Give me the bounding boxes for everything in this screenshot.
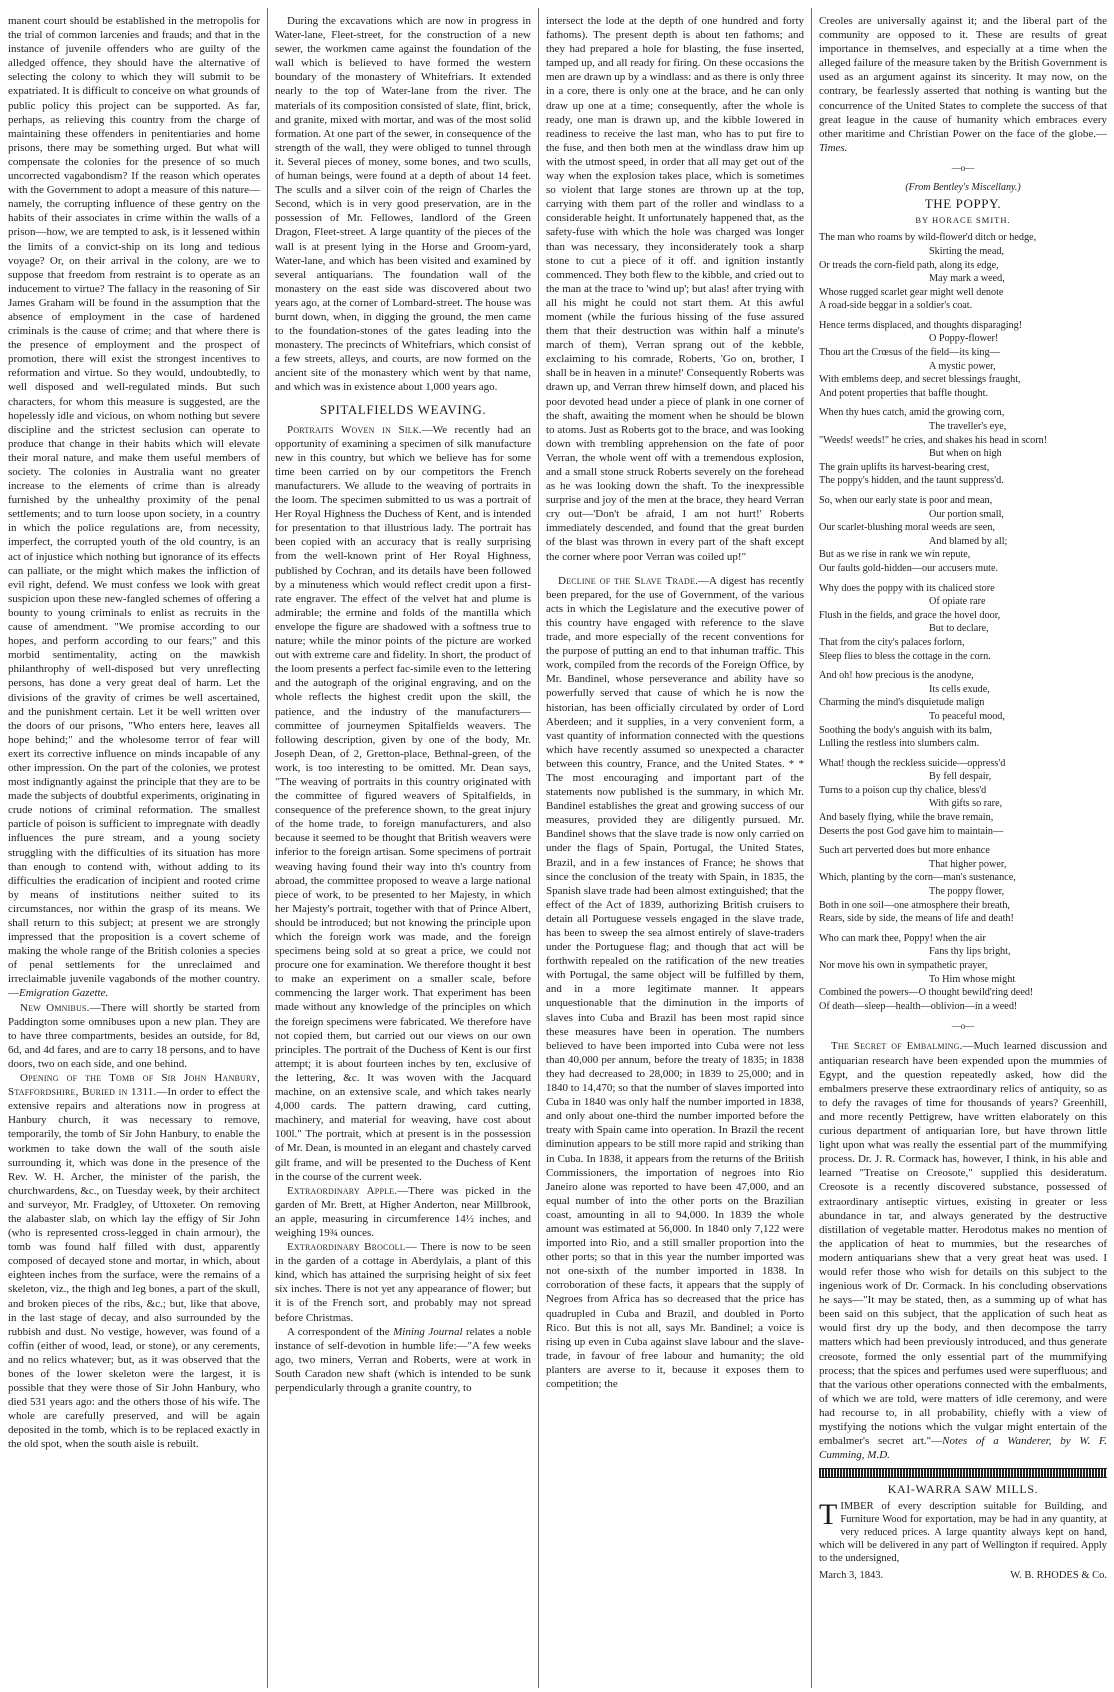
poem-title: THE POPPY. [924, 196, 1002, 212]
poem-line: To Him whose might [929, 973, 1016, 985]
article-hanbury-tomb: Opening of the Tomb of Sir John Hanbury, Staffordshire, Buried in 1311.—In order to effect the extensive repairs and alterations now in progress at Hanbury church, it was necessary to remove, temporarily, the tomb of Sir John Hanbury, to enable the workmen to take down the wall of the south aisle surrounding it, which was done in the presence of the Rev. W. H. Archer, the minister of the parish, the churchwardens, &c., on Tuesday week, by their architect and surveyor, Mr. Fradgley, of Uttoxeter. On removing the alabaster slab, on which lay the effigy of Sir John (who is represented cross-legged in chain armour), the tomb was found half filled with dust, apparently composed of decayed stone and mortar, in which, about eighteen inches from the surface, were the remains of a skeleton, viz., the thigh and leg bones, a part of the skull, and broken pieces of the ribs, &c.; but, like that above, in the last stage of decay, and also surrounded by the rubbish and dust. No vestige, however, was found of a coffin (either of wood, lead, or stone), or any cerements, and no relics whatever; but, as it was observed that the bones of the lower skeleton were the largest, it is possible that they were those of Sir John Hanbury, who died 531 years ago: and the others those of his wife. The whole are carefully preserved, and will be again deposited in the tomb, which is to be replaced exactly in the old spot, when the south aisle is rebuilt. [8, 1072, 260, 1451]
poem-line: With emblems deep, and secret blessings fraught, [819, 374, 1021, 386]
poem-line: Flush in the fields, and grace the hovel door, [819, 609, 1001, 621]
column-1 [8, 14, 260, 1686]
poem-line: A mystic power, [929, 360, 996, 372]
poem-line: The traveller's eye, [929, 421, 1007, 433]
poem-line: Whose rugged scarlet gear might well denote [819, 286, 1004, 298]
poem-the-poppy [819, 231, 1107, 1013]
poem-line: Charming the mind's disquietude malign [819, 697, 985, 709]
poem-line: By fell despair, [929, 771, 992, 783]
column-rule-2 [538, 8, 539, 1688]
ad-date: March 3, 1843. [819, 1570, 884, 1582]
ad-body: TIMBER of every description suitable for Building, and Furniture Wood for exportation, may be had in any quantity, at very reduced prices. A large quantity always kept on hand, which will be delivered in any part of Wellington if required. Apply to the undersigned, [819, 1498, 1107, 1565]
column-rule-1 [267, 8, 268, 1688]
article-miners-continued: intersect the lode at the depth of one hundred and forty fathoms). The present depth is about ten fathoms; and they had prepared a hole for blasting, the fuse inserted, tamped up, and all ready for firing. On these occasions the men are drawn up by a windlass: and as there is only three in a core, there is only one at the brace, and he can only draw up one at a time; consequently, after the whole is ready, one man is drawn up, and the kibble lowered in readiness to receive the last man, who has to put fire to the fuse, and then both men at the windlass draw him up with the utmost speed, in order that all may get out of the way when the explosion takes place, which is sometimes so violent that large stones are thrown up at the top, carrying with them part of the roller and windlass to a considerable height. It unfortunately happened that, as the safety-fuse with which the hole was charged was longer than was necessary, they inconsiderately took a sharp stone to cut a piece of it off. and ignition instantly commenced. They both flew to the kibble, and cried out to the man at the trace to 'wind up'; but alas! after trying with all his might he could not start them. At this awful moment (while the furious hissing of the fuse assured them that their destruction was within half a minute's march of them), Verran sprang out of the kebble, exclaiming to his comrade, Roberts, 'Go on, brother, I shall be in heaven in a minute!' Consequently Roberts was drawn up, and Verran threw himself down, and placed his poor devoted head under a piece of plank in one corner of the shaft, awaiting the moment when he should be blown to atoms. Just as Roberts got to the brace, and was looking down with trembling apprehension on the fate of poor Verran, the whole went off with a tremendous explosion, and a small stone struck Roberts severely on the forehead as he was looking down the shaft. To the inexpressible surprise and joy of the men at the brace, they heard Verran cry out—'Don't be afraid, I am not hurt!' Roberts immediately descended, and found that the great burden of the blast was thrown in every part of the shaft except the corner where poor Verran was coiled up!" [546, 15, 804, 563]
poem-line: May mark a weed, [929, 273, 1005, 285]
ad-dropcap: T [819, 1498, 838, 1532]
poem-line: Such art perverted does but more enhance [819, 845, 990, 857]
article-woven-portraits: Portraits Woven in Silk.—We recently had an opportunity of examining a specimen of silk manufacture new in this country, but which we believe has for some time been carried on by our competitors the French manufacturers. We allude to the weaving of portraits in the loom. The specimen submitted to us was a portrait of Her Royal Highness the Duchess of Kent, and is intended for presentation to that illustrious lady. The portrait has been copied with an accuracy that is really surprising from the well-known print of Her Royal Highness, published by Cochran, and its details have been followed by a minuteness which would reflect credit upon a first-rate engraver. The effect of the velvet hat and plume is admirable; the ermine and folds of the mantilla which envelope the figure are shadowed with a softness true to nature; while the minor points of the picture are worked out with extreme care and fidelity. In short, the product of the loom presents a perfect fac-simile even to the lettering and the autograph of the original engraving, and on the whole reflects the highest credit upon the skill, the patience, and the industry of the manufacturers—committee of journeymen Spitalfields weavers. The following description, given by one of the body, Mr. Joseph Dean, of 2, Gretton-place, Bethnal-green, of the work, is too interesting to be omitted. Mr. Dean says, "The weaving of portraits in this country originated with the committee of figured weavers of Spitalfields, in consequence of the preference shown, to the great injury of the home trade, to foreign manufacturers, and also because it seemed to be thought that British weavers were inferior to the foreign artisan. Some specimens of portrait weaving having found their way into th's country from abroad, the committee proposed to weave a large national piece of work, to be presented to her Majesty, in which her Majesty's portrait, together with that of Prince Albert, should be introduced; but not knowing the principle upon which the foreign work was made, and the foreign specimens being sold at so great a price, we could not procure one for examination. We therefore thought it best to make an experiment on a smaller scale, before commencing the larger work. That experiment has been made without any knowledge of the principles on which the foreign specimens were fabricated. We therefore have not copied them, but carried out our views on our own principles. The portrait of the Duchess of Kent is our first attempt; it is about fourteen inches by ten, exclusive of the lettering, &c. It was woven with the Jacquard machine, on an extensive scale, and which takes nearly 4,000 cards. The pattern drawing, card cutting, machinery, and material for weaving, have cost about 100l." The portrait, which at present is in the possession of Mr. Dean, is mounted in an elegant and chastely carved gilt frame, and will be presented to the Duchess of Kent in the course of the current week. [275, 423, 531, 1183]
poem-line: And potent properties that baffle thought. [819, 387, 988, 399]
poem-line: Or treads the corn-field path, along its edge, [819, 259, 999, 271]
article-new-omnibus: New Omnibus.—There will shortly be started from Paddington some omnibuses upon a new plan. They are to have three compartments, besides an outside, for 8d, 6d, and 4d fares, and are to carry 18 persons, and to have doors, two on each side, and one behind. [8, 1001, 260, 1070]
poem-source: (From Bentley's Miscellany.) [905, 182, 1021, 194]
poem-line: Of death—sleep—health—oblivion—in a weed! [819, 1000, 1018, 1012]
poem-line: When thy hues catch, amid the growing corn, [819, 407, 1005, 419]
poem-line: But to declare, [929, 623, 989, 635]
poem-line: Why does the poppy with its chaliced store [819, 582, 995, 594]
ad-footer [819, 1569, 1107, 1583]
poem-line: And oh! how precious is the anodyne, [819, 670, 974, 682]
article-miners-devotion: A correspondent of the Mining Journal relates a noble instance of self-devotion in humble life:—"A few weeks ago, two miners, Verran and Roberts, were at work in South Caradon new shaft (which is intended to be sunk perpendicularly through a granite country, to [275, 1325, 531, 1394]
advertisement-rule [819, 1468, 1107, 1478]
poem-line: The poppy flower, [929, 886, 1005, 898]
heading-spitalfields-weaving: SPITALFIELDS WEAVING. [319, 401, 487, 417]
poem-line: Soothing the body's anguish with its balm, [819, 724, 993, 736]
poem-line: That higher power, [929, 858, 1007, 870]
column-2 [275, 14, 531, 1686]
article-slave-trade: Decline of the Slave Trade.—A digest has recently been prepared, for the use of Government, of the various acts in which the Legislature and the executive power of this country have engaged with reference to the slave trade, and more especially of the recent conventions for the purpose of putting an end to that inhuman traffic. This work, compiled from the records of the Foreign Office, by Mr. Bandinel, whose perseverance and ability have so powerfully served that cause of which he is now the historian, has been officially circulated by order of Lord Aberdeen; and it supplies, in a very convenient form, a vast quantity of information connected with the questions which have recently assumed so unexpected a character between this country, France, and the United States. * * The most encouraging and important part of the statements now published is the summary, in which Mr. Bandinel establishes the great and growing success of our measures, provided they are diligently pursued. Mr. Bandinel shows that the slave trade is now only carried on under the flags of Spain, Portugal, the United States, Brazil, and in a few instances of France; he shows that since the conclusion of the treaty with Spain, in 1835, the Spanish slave trade had been almost extinguished; that the effect of the Act of 1839, authorizing British cruisers to detain all Portuguese vessels engaged in the slave trade, has been to sweep the sea almost entirely of slave-traders under the Portuguese flag; and though that act will be forthwith repealed on the ratification of the new treaties with Portugal, the same object will be fulfilled by them, and in a more legitimate manner. It appears unquestionable that the diminution in the imports of slaves into Cuba and Brazil has been most rapid since these measures have been in operation. The numbers believed to have been imported into Cuba were not less than 40,000 per annum, before the treaty of 1835; in 1838 they had decreased to 28,000; in 1839 to 25,000; and in 1840 to 14,470; so that the number of slaves imported into Cuba in 1840 was only half the number imported in 1838, and only about one-third the number imported before the treaty with Spain came into operation. In Brazil the recent diminution appears to be still more rapid and striking than in Cuba. In 1838, it appears from the returns of the British Commissioners, the importation of negroes into Rio Janeiro alone was reported to have been 47,000, and an equal number of into the other ports on the Brazilian coast, amounting in all to 94,000. In 1839 the whole amount was estimated at 56,000. In 1840 only 7,122 were imported into Rio, and a still smaller proportion into the other ports; so that in this year the number imported was not one-sixth of the number imported in 1838. In corroboration of these facts, it appears that the supply of Negroes from Africa has so decreased that the price has quadrupled in Cuba and Brazil, and doubled in Porto Rico. But this is not all, says Mr. Bandinel; a voice is rising up even in Cuba against slave labour and the slave-trade, in favour of free labour and humanity; the old planters are averse to it, because it exposes them to competition; the [546, 574, 804, 1390]
poem-line: Its cells exude, [929, 683, 990, 695]
poem-line: Lulling the restless into slumbers calm. [819, 738, 980, 750]
column-rule-3 [811, 8, 812, 1688]
poem-line: What! though the reckless suicide—oppress'd [819, 757, 1006, 769]
poem-line: "Weeds! weeds!" he cries, and shakes his head in scorn! [819, 434, 1048, 446]
poem-line: So, when our early state is poor and mean, [819, 495, 993, 506]
article-secret-of-embalming: The Secret of Embalming.—Much learned discussion and antiquarian research have been expended upon the mummies of Egypt, and the question repeatedly asked, how did the embalmers preserve these extraordinary relics of antiquity, so as to defy the ravages of time for thousands of years? Greenhill, and more recently Pettigrew, have written elaborately on this curious department of antiquarian lore, but have thrown little light upon what was really the essential part of the mummifying process. Dr. J. R. Cormack has, however, I think, in his able and learned "Treatise on Creosote," supplied this desideratum. Creosote is a recently discovered substance, possessed of extraordinary antiseptic virtues, existing in greater or less abundance in tar, and always generated by the destructive distillation of vegetable matter. Herodotus makes no mention of the application of heat to mummies, but the researches of modern antiquarians shew that a very great heat was used. I would refer those who wish for details on this subject to the ingenious work of Dr. Cormack. In his concluding observations he says—"It may be stated, then, as a summing up of what has been said on this subject, that the application of such heat as would first dry up the body, and then decompose the tarry matters which had been previously introduced, and thus generate creosote, formed the only essential part of the mummifying process; that the spices and perfumes used were superfluous; and that the various other operations connected with the embalments, of which we are told, were matters of idle ceremony, and were had recourse to, in all probability, chiefly with a view of mystifying the notions which the vulgar might entertain of the embalmer's secret art."—Notes of a Wanderer, by W. F. Cumming, M.D. [819, 1040, 1107, 1462]
ad-signer: W. B. RHODES & Co. [1010, 1570, 1107, 1582]
poem-line: Our faults gold-hidden—our accusers mute. [819, 562, 999, 574]
poem-line: But when on high [929, 448, 1002, 460]
article-whitefriars: During the excavations which are now in progress in Water-lane, Fleet-street, for the construction of a new sewer, the workmen came against the foundation of the wall which is believed to have formed the western boundary of the monastery of Whitefriars. It extended nearly to the top of Water-lane from the river. The materials of its composition consisted of slate, flint, brick, and granite, mixed with mortar, and was of the most solid formation. At one part of the sewer, in consequence of the strength of the wall, they were obliged to tunnel through it. Several pieces of money, some bones, and two sculls, of human beings, were found at a depth of about 14 feet. The sculls and a silver coin of the reign of Charles the Second, which is in very good preservation, are in the possession of Mr. Fellowes, landlord of the Green Dragon, Fleet-street. A large quantity of the pieces of the wall is at present lying in the Horse and Groom-yard, Water-lane, and which has been visited and examined by several antiquarians. The foundation wall of the monastery on the east side was discovered about two years ago, at the corner of Lombard-street. The house was burnt down, when, in digging the ground, the men came to the foundation-stones of the gates leading into the monastery. The precincts of Whitefriars, which consist of a few streets, alleys, and courts, are now formed on the ancient site of the monastery which went by that name, and which was in existence about 1,000 years ago. [275, 15, 531, 394]
poem-line: Skirting the mead, [929, 245, 1004, 257]
poem-line: Nor move his own in sympathetic prayer, [819, 960, 988, 971]
poem-author: BY HORACE SMITH. [915, 215, 1011, 226]
poem-line: With gifts so rare, [929, 798, 1003, 810]
poem-line: Which, planting by the corn—man's sustenance, [819, 872, 1016, 884]
poem-line: To peaceful mood, [929, 710, 1005, 722]
column-3 [546, 14, 804, 1686]
poem-line: And basely flying, while the brave remain, [819, 812, 994, 824]
poem-line: The grain uplifts its harvest-bearing crest, [819, 461, 990, 473]
poem-line: Who can mark thee, Poppy! when the air [819, 932, 986, 944]
poem-line: And blamed by all; [929, 535, 1008, 547]
column-4 [819, 14, 1107, 1686]
poem-line: Fans thy lips bright, [929, 946, 1011, 958]
poem-line: Our portion small, [929, 508, 1004, 520]
poem-line: Combined the powers—O thought bewild'ring deed! [819, 987, 1034, 999]
poem-line: Hence terms displaced, and thoughts disparaging! [819, 319, 1023, 331]
poem-line: The man who roams by wild-flower'd ditch or hedge, [819, 232, 1037, 244]
article-extraordinary-brocoli: Extraordinary Brocoli.— There is now to be seen in the garden of a cottage in Aberdylais, a plant of this kind, which has attained the surprising height of six feet six inches. There is not yet any appearance of flower; but it is of the French sort, and probably may not spread before Christmas. [275, 1241, 531, 1324]
poem-line: Thou art the Crœsus of the field—its king— [819, 347, 1000, 359]
poem-line: Of opiate rare [929, 596, 986, 608]
section-separator-2: —o— [951, 1021, 975, 1032]
poem-line: That from the city's palaces forlorn, [819, 636, 965, 648]
poem-line: O Poppy-flower! [929, 333, 999, 345]
poem-line: The poppy's hidden, and the taunt suppress'd. [819, 475, 1004, 487]
poem-line: Our scarlet-blushing moral weeds are seen, [819, 522, 995, 534]
poem-line: Rears, side by side, the means of life and death! [819, 913, 1014, 925]
article-slave-trade-continued: Creoles are universally against it; and the liberal part of the community are opposed to it. These are results of great importance in themselves, and especially at a time when the alleged failure of the measure taken by the British Government is used as an argument against its sincerity. It may now, on the contrary, be fearlessly asserted that nothing is wanting but the concurrence of the United States to complete the success of that great league in the cause of humanity which embraces every other maritime and Christian Power on the face of the globe.—Times. [819, 15, 1107, 154]
article-extraordinary-apple: Extraordinary Apple.—There was picked in the garden of Mr. Brett, at Higher Anderton, near Millbrook, an apple, measuring in circumference 14½ inches, and weighing 19¾ ounces. [275, 1184, 531, 1239]
poem-line: Both in one soil—one atmosphere their breath, [819, 899, 1010, 911]
poem-line: Deserts the post God gave him to maintain— [819, 825, 1004, 837]
article-transportation: manent court should be established in the metropolis for the trial of common larcenies and frauds; and that in the instance of juvenile offenders who are guilty of the alledged offence, they should have the alternative of selecting the colony to which they will submit to be expatriated. It is difficult to conceive on what grounds of public policy this project can be supported. As far, perhaps, as relieving this country from the charge of maintaining these offenders in penitentiaries and home prisons, there may be something urged. But what will compensate the colonies for the presence of so much uncorrected vagabondism? If the reason which operates with the Government to adopt a measure of this nature—namely, the corrupting influence of these gentry on the habits of their associates in crime within the walls of a prison—how, we are tempted to ask, is it lessened within the limits of a convict-ship on its long and tedious voyage? Or, on their arrival in the colony, are we to suppose that freedom from restraint is to operate as an inducement to virtue? The fallacy in the reasoning of Sir James Graham will be found in the assumption that the absence of employment in the case of hardened criminals is the cause of crime; and that where there is the presence of employment and the prospect of promotion, there will exist the strongest incentives to reformation and virtue. So they would, undoubtedly, to well disposed and well-regulated minds. But such characters, for whom this measure is suggested, are the hopelessly idle and vicious, on whom nothing but severe discipline and the strictest seclusion can operate to produce that change in their habits which will elevate their moral nature, and make them useful members of society. The colonies in Australia want no greater increase to the elements of crime than is already furnished by the unhealthy proximity of the penal settlements; and to turn loose upon society, in a country in which the police regulations are, from necessity, imperfect, the corrupted youth of the old country, is an act of injustice which nothing but ignorance of its effects can palliate, or the might which makes the infliction of evil right, defend. We must confess we look with great suspicion upon these new-fangled schemes of offering a bounty to young criminals to enlist as recruits in the cause of amendment. "We promise according to our hopes, and perform according to our fears;" and this morbid sentimentality, acting on the mawkish philanthrophy of well-disposed but very unreflecting persons, has done a very great deal of harm. Let the divisions of the gravity of crimes be well ascertained, and the punishment certain. Let it be well written over the doors of our prisons, "Who enters here, leaves all hope behind;" and the wholesome terror of fear will exert its corrective influence on minds incapable of any other impression. On the part of the colonies, we protest most indignantly against the principle that they are to be made the subjects of doubtful experiments, originating in crude notions of criminal reformation. The smallest particle of poison is sufficient to impregnate with deadly influences the pure stream, and a young society struggling with the difficulties of its situation has more than enough to contend with, without adding to its difficulties the eradication of incipient and rooted crime by means of institutions neither suited to its circumstances, nor within the grasp of its means. We shall return to this subject; at present we are strongly impressed that the proposition is a covert scheme of making the whole range of the British colonies a species of penal settlements for the unreclaimed and irreclaimable juvenile vagabonds of the mother country.—Emigration Gazette. [8, 15, 260, 1000]
poem-line: Turns to a poison cup thy chalice, bless'd [819, 784, 987, 796]
section-separator: —o— [951, 162, 975, 173]
poem-line: Sleep flies to bless the cottage in the corn. [819, 650, 991, 662]
poem-line: A road-side beggar in a soldier's coat. [819, 300, 973, 312]
ad-title: KAI-WARRA SAW MILLS. [887, 1482, 1039, 1497]
poem-line: But as we rise in rank we win repute, [819, 549, 971, 561]
